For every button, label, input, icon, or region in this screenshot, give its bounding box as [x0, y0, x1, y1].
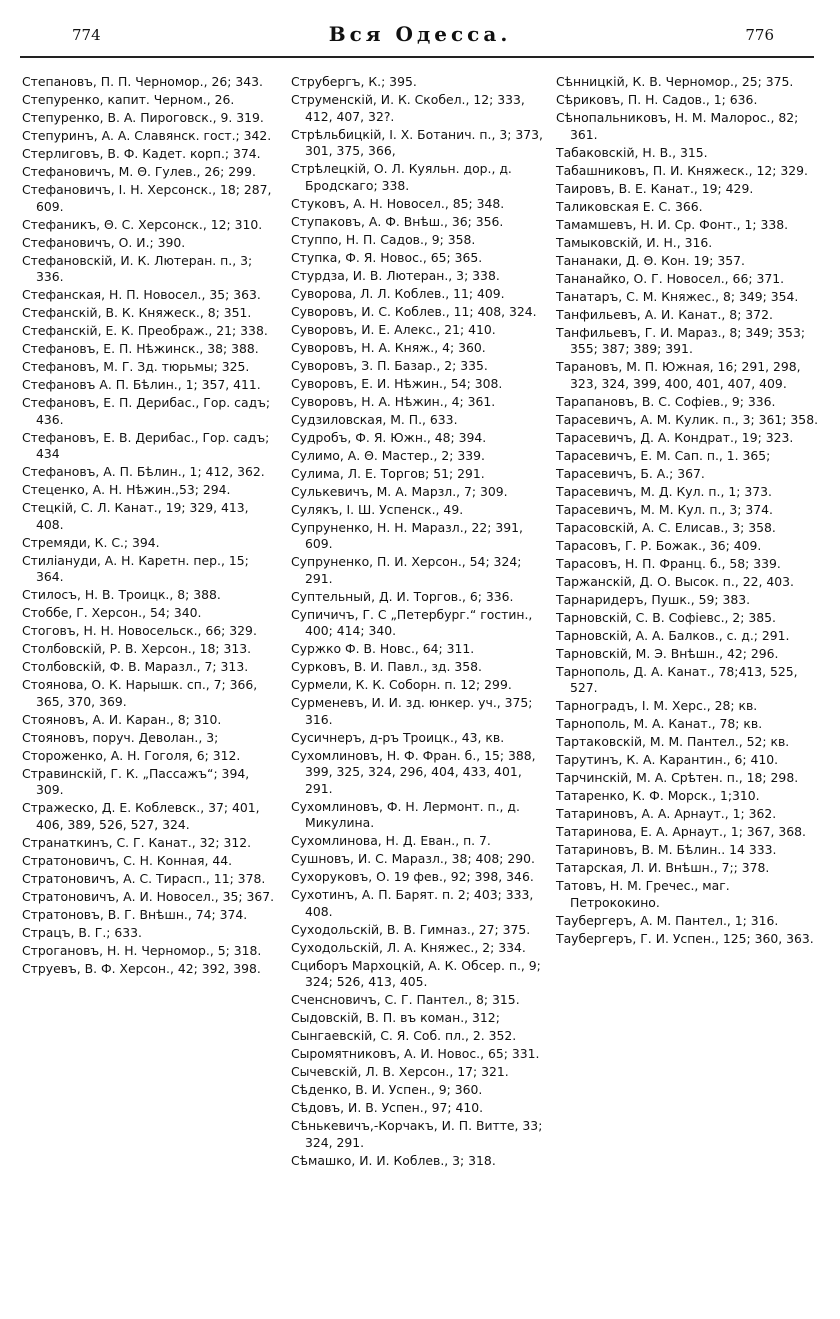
directory-entry: Сулькевичъ, М. А. Марзл., 7; 309. [291, 483, 508, 499]
directory-entry: Тарасевичъ, М. М. Кул. п., 3; 374. [556, 501, 773, 517]
directory-entry: Суходольскій, В. В. Гимназ., 27; 375. [291, 921, 531, 937]
directory-entry: Стефановъ, Е. П. Дерибас., Гор. садъ; 436. [22, 395, 271, 427]
directory-entry: Суворовъ, И. Е. Алекс., 21; 410. [291, 321, 496, 337]
directory-entry: Табаковскій, Н. В., 315. [556, 144, 708, 160]
directory-entry: Стефановскій, И. К. Лютеран. п., 3; 336. [22, 252, 253, 284]
directory-entry: Сѣриковъ, П. Н. Садов., 1; 636. [556, 92, 758, 107]
directory-entry: Сциборъ Мархоцкій, А. К. Обсер. п., 9; 324; 526, 413, 405. [291, 957, 541, 989]
directory-entry: Стрѣльбицкій, І. Х. Ботанич. п., 3; 373, 301, 375, 366, [291, 126, 543, 158]
directory-entry: Сѣнопальниковъ, Н. М. Малорос., 82; 361. [556, 110, 799, 142]
directory-entry: Стефановичъ, М. Θ. Гулев., 26; 299. [22, 164, 256, 179]
directory-entry: Суворовъ, Н. А. Княж., 4; 360. [291, 339, 486, 355]
directory-entry: Тарановъ, М. П. Южная, 16; 291, 298, 323, 324, 399, 400, 401, 407, 409. [556, 359, 801, 391]
directory-entry: Стефановъ, А. П. Бѣлин., 1; 412, 362. [22, 464, 265, 479]
directory-entry: Стоббе, Г. Херсон., 54; 340. [22, 605, 202, 620]
directory-entry: Тарасовъ, Г. Р. Божак., 36; 409. [556, 537, 762, 553]
directory-entry: Стоянова, О. К. Нарышк. сп., 7; 366, 365, 370, 369. [22, 677, 258, 709]
header-rule [20, 56, 814, 58]
page-header [0, 22, 840, 52]
directory-entry: Сычевскій, Л. В. Херсон., 17; 321. [291, 1064, 509, 1079]
directory-entry: Стефанская, Н. П. Новосел., 35; 363. [22, 287, 261, 302]
directory-entry: Столбовскій, Р. В. Херсон., 18; 313. [22, 641, 252, 656]
directory-entry: Столбовскій, Ф. В. Маразл., 7; 313. [22, 659, 249, 674]
column-3 [556, 74, 818, 949]
directory-entry: Сурмели, К. К. Соборн. п. 12; 299. [291, 677, 512, 692]
directory-entry: Стилосъ, Н. В. Троицк., 8; 388. [22, 587, 221, 602]
directory-entry: Тарчинскій, М. А. Срѣтен. п., 18; 298. [556, 770, 799, 785]
directory-entry: Стефаникъ, Θ. С. Херсонск., 12; 310. [22, 216, 263, 232]
directory-entry: Тарасевичъ, М. Д. Кул. п., 1; 373. [556, 483, 772, 499]
directory-entry: Сыдовскій, В. П. въ коман., 312; [291, 1010, 500, 1025]
directory-entry: Сухомлиновъ, Ф. Н. Лермонт. п., д. Микулина. [291, 798, 520, 830]
directory-entry: Стояновъ, А. И. Каран., 8; 310. [22, 711, 222, 727]
directory-entry: Тарнополь, М. А. Канат., 78; кв. [556, 716, 763, 731]
directory-entry: Табашниковъ, П. И. Княжеск., 12; 329. [556, 162, 808, 178]
directory-entry: Таржанскій, Д. О. Высок. п., 22, 403. [556, 573, 794, 589]
directory-entry: Тарнополь, Д. А. Канат., 78;413, 525, 527. [556, 663, 798, 695]
directory-entry: Степуренко, капит. Черном., 26. [22, 92, 235, 107]
directory-entry: Татовъ, Н. М. Гречес., маг. Петрококино. [556, 878, 730, 910]
directory-entry: Тарапановъ, В. С. Софiев., 9; 336. [556, 393, 776, 409]
directory-entry: Стремяди, К. С.; 394. [22, 534, 160, 550]
directory-entry: Сченсновичъ, С. Г. Пантел., 8; 315. [291, 992, 520, 1007]
directory-entry: Сыромятниковъ, А. И. Новос., 65; 331. [291, 1046, 540, 1061]
directory-entry: Тананайко, О. Г. Новосел., 66; 371. [556, 270, 785, 286]
directory-entry: Супруненко, Н. Н. Маразл., 22; 391, 609. [291, 519, 523, 551]
directory-entry: Танфильевъ, А. И. Канат., 8; 372. [556, 306, 773, 322]
column-2 [291, 74, 546, 1171]
directory-entry: Стефанскій, В. К. Княжеск., 8; 351. [22, 305, 252, 320]
directory-entry: Суходольскій, Л. А. Княжес., 2; 334. [291, 939, 526, 955]
directory-entry: Таировъ, В. Е. Канат., 19; 429. [556, 180, 754, 196]
directory-entry: Стоговъ, Н. Н. Новосельск., 66; 329. [22, 623, 257, 638]
directory-entry: Сулима, Л. Е. Торгов; 51; 291. [291, 465, 485, 481]
directory-entry: Стрѣлецкій, О. Л. Куяльн. дор., д. Бродскаго; 338. [291, 161, 512, 193]
directory-entry: Сухомлиновъ, Н. Ф. Фран. б., 15; 388, 399, 325, 324, 296, 404, 433, 401, 291. [291, 747, 536, 796]
directory-entry: Стравинскій, Г. К. „Пассажъ“; 394, 309. [22, 765, 250, 797]
directory-entry: Суворовъ, И. С. Коблев., 11; 408, 324. [291, 303, 537, 319]
directory-entry: Татариновъ, А. А. Арнаут., 1; 362. [556, 806, 777, 821]
directory-entry: Стратоновичъ, А. С. Тирасп., 11; 378. [22, 870, 266, 886]
directory-entry: Стеценко, А. Н. Нѣжин.,53; 294. [22, 482, 231, 497]
directory-entry: Танфильевъ, Г. И. Мараз., 8; 349; 353; 355; 387; 389; 391. [556, 324, 805, 356]
directory-entry: Суворовъ, Н. А. Нѣжин., 4; 361. [291, 393, 496, 409]
directory-entry: Стефановъ, Е. П. Нѣжинск., 38; 388. [22, 341, 259, 356]
directory-entry: Сурменевъ, И. И. зд. юнкер. уч., 375; 316. [291, 695, 533, 727]
directory-entry: Сушновъ, И. С. Маразл., 38; 408; 290. [291, 851, 535, 866]
directory-entry: Струменскій, И. К. Скобел., 12; 333, 412, 407, 32?. [291, 92, 525, 124]
directory-entry: Тарасевичъ, Б. А.; 367. [556, 465, 705, 481]
right-page-number: 776 [745, 26, 774, 44]
directory-entry: Судробъ, Ф. Я. Южн., 48; 394. [291, 429, 487, 445]
directory-entry: Сынгаевскій, С. Я. Соб. пл., 2. 352. [291, 1028, 517, 1043]
directory-entry: Тартаковскій, М. М. Пантел., 52; кв. [556, 734, 790, 749]
directory-entry: Сусичнеръ, д-ръ Троицк., 43, кв. [291, 729, 505, 745]
directory-entry: Тананаки, Д. Θ. Кон. 19; 357. [556, 252, 745, 268]
directory-entry: Сѣдовъ, И. В. Успен., 97; 410. [291, 1100, 484, 1115]
directory-entry: Страцъ, В. Г.; 633. [22, 924, 142, 940]
directory-entry: Сухомлинова, Н. Д. Еван., п. 7. [291, 833, 491, 848]
directory-entry: Суржко Ф. В. Новс., 64; 311. [291, 641, 475, 656]
directory-entry: Степановъ, П. П. Черномор., 26; 343. [22, 74, 263, 89]
directory-entry: Стратоновичъ, А. И. Новосел., 35; 367. [22, 888, 275, 904]
directory-entry: Суворова, Л. Л. Коблев., 11; 409. [291, 285, 505, 301]
directory-entry: Сѣнницкій, К. В. Черномор., 25; 375. [556, 74, 794, 89]
directory-entry: Странаткинъ, С. Г. Канат., 32; 312. [22, 834, 252, 850]
directory-entry: Степуринъ, А. А. Славянск. гост.; 342. [22, 128, 272, 143]
directory-entry: Стефановъ, М. Г. Зд. тюрьмы; 325. [22, 359, 250, 374]
directory-entry: Стратоновъ, В. Г. Внѣшн., 74; 374. [22, 906, 248, 922]
directory-entry: Ступаковъ, А. Ф. Внѣш., 36; 356. [291, 213, 504, 229]
directory-entry: Суворовъ, З. П. Базар., 2; 335. [291, 357, 488, 373]
directory-entry: Сѣденко, В. И. Успен., 9; 360. [291, 1082, 483, 1097]
page-title: Вся Одесса. [328, 22, 512, 46]
directory-entry: Тарновскій, С. В. Софiевс., 2; 385. [556, 609, 776, 625]
left-page-number: 774 [72, 26, 101, 44]
directory-entry: Суптельный, Д. И. Торгов., 6; 336. [291, 588, 514, 604]
directory-entry: Стуковъ, А. Н. Новосел., 85; 348. [291, 195, 505, 211]
directory-entry: Стефанскій, Е. К. Преображ., 21; 338. [22, 323, 268, 338]
directory-entry: Стурдза, И. В. Лютеран., 3; 338. [291, 267, 500, 283]
directory-entry: Струевъ, В. Ф. Херсон., 42; 392, 398. [22, 960, 261, 976]
directory-entry: Тарасовскій, А. С. Елисав., 3; 358. [556, 519, 776, 535]
directory-entry: Сухотинъ, А. П. Барят. п. 2; 403; 333, 408. [291, 887, 534, 919]
directory-entry: Сулимо, А. Θ. Мастер., 2; 339. [291, 447, 485, 463]
directory-entry: Тамамшевъ, Н. И. Ср. Фонт., 1; 338. [556, 216, 789, 232]
directory-entry: Татаринова, Е. А. Арнаут., 1; 367, 368. [556, 824, 806, 839]
directory-entry: Сулякъ, І. Ш. Успенск., 49. [291, 501, 464, 517]
directory-entry: Тарасевичъ, А. М. Кулик. п., 3; 361; 358. [556, 411, 819, 427]
directory-entry: Таубергеръ, А. М. Пантел., 1; 316. [556, 912, 779, 928]
directory-entry: Сурковъ, В. И. Павл., зд. 358. [291, 659, 482, 674]
directory-entry: Тамыковскій, И. Н., 316. [556, 234, 713, 250]
directory-entry: Стецкій, С. Л. Канат., 19; 329, 413, 408. [22, 500, 249, 532]
directory-entry: Супичичъ, Г. С „Петербург.“ гостин., 400; 414; 340. [291, 606, 533, 638]
directory-entry: Стефановъ, Е. В. Дерибас., Гор. садъ; 434 [22, 429, 270, 461]
directory-entry: Стояновъ, поруч. Деволан., 3; [22, 729, 219, 745]
directory-entry: Сухоруковъ, О. 19 фев., 92; 398, 346. [291, 869, 534, 884]
directory-entry: Стефановъ А. П. Бѣлин., 1; 357, 411. [22, 377, 261, 392]
directory-entry: Судзиловская, М. П., 633. [291, 411, 458, 427]
directory-entry: Стражеско, Д. Е. Коблевск., 37; 401, 406, 389, 526, 527, 324. [22, 800, 260, 832]
directory-entry: Тарасевичъ, Д. А. Кондрат., 19; 323. [556, 429, 794, 445]
directory-entry: Стороженко, А. Н. Гоголя, 6; 312. [22, 747, 241, 763]
directory-entry: Стефановичъ, О. И.; 390. [22, 234, 186, 250]
directory-entry: Тарасевичъ, Е. М. Сап. п., 1. 365; [556, 447, 771, 463]
directory-entry: Татаренко, К. Ф. Морск., 1;310. [556, 788, 760, 803]
directory-entry: Стерлиговъ, В. Ф. Кадет. корп.; 374. [22, 146, 261, 161]
directory-entry: Стратоновичъ, С. Н. Конная, 44. [22, 852, 233, 868]
directory-entry: Тарутинъ, К. А. Карантин., 6; 410. [556, 752, 779, 767]
directory-entry: Супруненко, П. И. Херсон., 54; 324; 291. [291, 554, 522, 586]
directory-entry: Тарновскій, М. Э. Внѣшн., 42; 296. [556, 645, 779, 661]
directory-entry: Тарноградъ, І. М. Херс., 28; кв. [556, 698, 758, 713]
directory-entry: Строгановъ, Н. Н. Черномор., 5; 318. [22, 942, 262, 958]
directory-entry: Ступпо, Н. П. Садов., 9; 358. [291, 231, 476, 247]
directory-entry: Тарновскій, А. А. Балков., с. д.; 291. [556, 627, 790, 643]
directory-entry: Степуренко, В. А. Пироговск., 9. 319. [22, 110, 264, 125]
column-1 [22, 74, 277, 979]
directory-entry: Стефановичъ, І. Н. Херсонск., 18; 287, 609. [22, 182, 272, 214]
directory-entry: Татарская, Л. И. Внѣшн., 7;; 378. [556, 860, 770, 875]
directory-entry: Таубергеръ, Г. И. Успен., 125; 360, 363. [556, 930, 814, 946]
directory-entry: Стиліануди, А. Н. Каретн. пер., 15; 364. [22, 552, 249, 584]
directory-entry: Суворовъ, Е. И. Нѣжин., 54; 308. [291, 375, 503, 391]
directory-entry: Струбергъ, К.; 395. [291, 74, 417, 89]
directory-entry: Сѣнькевичъ,-Корчакъ, И. П. Витте, 33; 324, 291. [291, 1118, 543, 1150]
directory-entry: Сѣмашко, И. И. Коблев., 3; 318. [291, 1152, 496, 1168]
directory-entry: Танатаръ, С. М. Княжес., 8; 349; 354. [556, 288, 799, 304]
directory-entry: Тарасовъ, Н. П. Франц. б., 58; 339. [556, 555, 781, 571]
directory-entry: Таликовская Е. С. 366. [556, 198, 703, 214]
directory-entry: Татариновъ, В. М. Бѣлин.. 14 333. [556, 842, 777, 857]
directory-entry: Тарнаридеръ, Пушк., 59; 383. [556, 591, 751, 607]
directory-entry: Ступка, Ф. Я. Новос., 65; 365. [291, 249, 483, 265]
